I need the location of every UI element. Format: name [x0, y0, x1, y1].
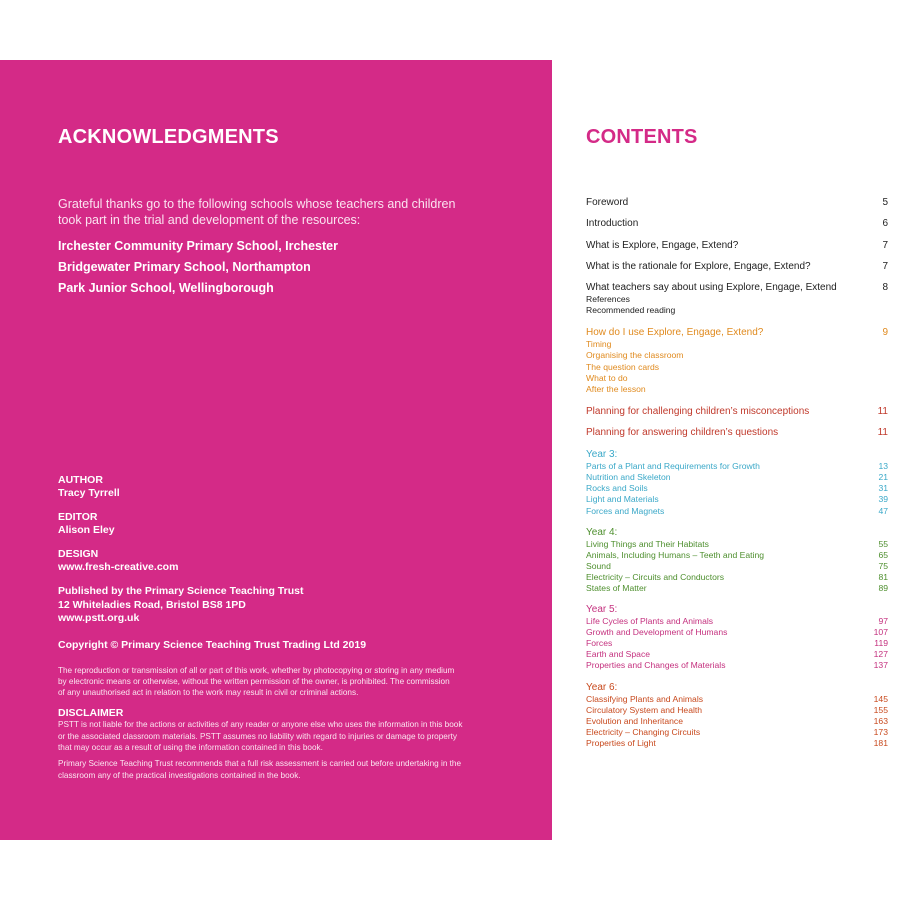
toc-entry-label: Planning for answering children’s questions — [586, 427, 779, 439]
toc-subentry[interactable] — [586, 705, 888, 716]
toc-entry-label: Forces — [586, 638, 613, 649]
toc-subentry[interactable]: Organising the classroom — [586, 350, 684, 361]
toc-page-number: 75 — [878, 560, 888, 571]
toc-page-number: 11 — [877, 427, 888, 439]
toc-entry-label: Electricity – Changing Circuits — [586, 726, 701, 737]
notice-line: classroom any of the practical investigations contained in the book. — [58, 770, 301, 780]
toc-entry-label: Growth and Development of Humans — [586, 627, 728, 638]
author-name: Tracy Tyrrell — [58, 487, 120, 499]
publisher-address: 12 Whiteladies Road, Bristol BS8 1PD — [58, 598, 246, 611]
toc-entry-label: Properties and Changes of Materials — [586, 660, 726, 671]
toc-entry-label: States of Matter — [586, 582, 647, 593]
design-link[interactable]: www.fresh-creative.com — [58, 561, 179, 573]
toc-year-group — [586, 603, 888, 671]
toc-subentry[interactable] — [586, 627, 888, 638]
year-groups — [586, 448, 888, 749]
toc-page-number: 21 — [878, 472, 888, 483]
author-credit — [58, 474, 478, 500]
toc-page-number: 31 — [878, 483, 888, 494]
toc-subentry[interactable] — [586, 727, 888, 738]
toc-page-number: 127 — [873, 649, 888, 660]
toc-entry-label: Introduction — [586, 218, 639, 230]
toc-page-number: 47 — [878, 505, 888, 516]
editor-credit — [58, 511, 478, 537]
toc-page-number: 119 — [874, 638, 888, 649]
toc-page-number: 163 — [873, 715, 888, 726]
reproduction-notice — [58, 665, 478, 699]
toc-entry[interactable] — [586, 217, 888, 230]
table-of-contents — [586, 196, 888, 758]
toc-entry[interactable] — [586, 326, 888, 339]
toc-entry[interactable] — [586, 239, 888, 252]
toc-page-number: 173 — [873, 726, 888, 737]
notice-line: of any unauthorised act in relation to the work may result in civil or criminal actions. — [58, 688, 359, 698]
toc-entry[interactable] — [586, 426, 888, 439]
toc-subentry[interactable]: References — [586, 294, 630, 305]
toc-page-number: 81 — [878, 571, 888, 582]
toc-entry[interactable] — [586, 281, 888, 294]
toc-entry-label: Forces and Magnets — [586, 505, 665, 516]
author-label: AUTHOR — [58, 474, 103, 486]
year-heading: Year 5: — [586, 604, 618, 616]
school-name: Irchester Community Primary School, Irchester — [58, 239, 338, 253]
toc-page-number: 8 — [882, 282, 888, 294]
toc-page-number: 155 — [873, 704, 888, 715]
toc-subentry[interactable] — [586, 494, 888, 505]
toc-page-number: 5 — [882, 197, 888, 208]
toc-subentry[interactable] — [586, 583, 888, 594]
year-heading: Year 4: — [586, 526, 618, 538]
contents-page — [552, 60, 900, 840]
editor-label: EDITOR — [58, 511, 98, 523]
year-heading: Year 3: — [586, 449, 618, 461]
disclaimer-title: DISCLAIMER — [58, 707, 124, 720]
toc-year-group — [586, 526, 888, 594]
year-heading: Year 6: — [586, 681, 618, 693]
toc-subentry[interactable]: After the lesson — [586, 383, 646, 394]
toc-page-number: 97 — [878, 616, 888, 627]
toc-entry-label: Evolution and Inheritance — [586, 715, 683, 726]
toc-subentry[interactable] — [586, 461, 888, 472]
toc-entry-label: Circulatory System and Health — [586, 704, 703, 715]
toc-entry-label: Classifying Plants and Animals — [586, 693, 704, 704]
toc-subentry[interactable]: What to do — [586, 372, 628, 383]
toc-page-number: 107 — [873, 627, 888, 638]
toc-subentry[interactable] — [586, 572, 888, 583]
toc-page-number: 145 — [873, 693, 888, 704]
toc-entry-label: Earth and Space — [586, 649, 651, 660]
notice-line: PSTT is not liable for the actions or activities of any reader or anyone else who uses the information in this book — [58, 720, 463, 730]
toc-entry-label: What teachers say about using Explore, Engage, Extend — [586, 282, 837, 294]
school-name: Park Junior School, Wellingborough — [58, 281, 274, 295]
toc-subentry[interactable]: The question cards — [586, 361, 660, 372]
toc-subentry[interactable] — [586, 649, 888, 660]
toc-entry[interactable] — [586, 260, 888, 273]
toc-page-number: 9 — [882, 327, 888, 339]
toc-entry-label: Planning for challenging children’s misconceptions — [586, 405, 810, 417]
toc-entry-label: Foreword — [586, 197, 629, 208]
acknowledgments-intro: Grateful thanks go to the following schools whose teachers and children took part in the trial and development of the resources: — [58, 197, 456, 227]
notice-line: or the associated classroom materials. PSTT assumes no liability with regard to injuries or damage to property — [58, 731, 457, 741]
toc-subentry[interactable] — [586, 550, 888, 561]
risk-assessment-note — [58, 758, 478, 781]
credits — [58, 474, 478, 781]
publisher-info — [58, 585, 478, 626]
toc-page-number: 13 — [878, 461, 888, 472]
toc-page-number: 65 — [878, 549, 888, 560]
toc-page-number: 6 — [882, 218, 888, 230]
toc-group-teachers — [586, 281, 888, 316]
toc-subentry[interactable] — [586, 539, 888, 550]
toc-entry-label: Electricity – Circuits and Conductors — [586, 571, 725, 582]
toc-entry-label: Animals, Including Humans – Teeth and Eating — [586, 549, 765, 560]
copyright-notice: Copyright © Primary Science Teaching Trust Trading Ltd 2019 — [58, 638, 367, 651]
disclaimer-text — [58, 719, 478, 753]
toc-entry[interactable] — [586, 405, 888, 418]
toc-page-number: 55 — [878, 538, 888, 549]
acknowledgments-title: ACKNOWLEDGMENTS — [58, 126, 279, 148]
school-name: Bridgewater Primary School, Northampton — [58, 260, 311, 274]
toc-entry-label: What is the rationale for Explore, Engage, Extend? — [586, 260, 811, 272]
toc-subentry[interactable] — [586, 472, 888, 483]
toc-subentry[interactable] — [586, 660, 888, 671]
toc-page-number: 181 — [873, 737, 888, 748]
toc-subentry[interactable]: Timing — [586, 339, 612, 350]
notice-line: by electronic means or otherwise, without the written permission of the owner, is prohibited. The commission — [58, 676, 450, 686]
notice-line: that may occur as a result of using the information contained in this book. — [58, 742, 323, 752]
toc-entry-label: Properties of Light — [586, 737, 656, 748]
toc-entry-label: Light and Materials — [586, 494, 659, 505]
toc-entry-label: Nutrition and Skeleton — [586, 472, 671, 483]
design-credit — [58, 548, 478, 574]
toc-page-number: 39 — [878, 494, 888, 505]
toc-entry-label: What is Explore, Engage, Extend? — [586, 239, 739, 251]
notice-line: Primary Science Teaching Trust recommends that a full risk assessment is carried out before undertaking in the — [58, 759, 462, 769]
toc-year-group — [586, 448, 888, 516]
design-label: DESIGN — [58, 548, 99, 560]
acknowledgments-page — [0, 60, 552, 840]
toc-entry-label: Parts of a Plant and Requirements for Growth — [586, 461, 760, 472]
toc-entry[interactable] — [586, 196, 888, 209]
toc-page-number: 11 — [877, 405, 888, 417]
toc-group-howdo — [586, 326, 888, 394]
editor-name: Alison Eley — [58, 524, 115, 536]
toc-entry-label: Life Cycles of Plants and Animals — [586, 616, 714, 627]
publisher-line: Published by the Primary Science Teaching Trust — [58, 585, 304, 597]
toc-entry-label: Living Things and Their Habitats — [586, 538, 709, 549]
toc-page-number: 7 — [882, 239, 888, 251]
toc-subentry[interactable] — [586, 738, 888, 749]
toc-page-number: 7 — [882, 260, 888, 272]
toc-page-number: 89 — [878, 582, 888, 593]
toc-entry-label: Sound — [586, 560, 611, 571]
school-list — [58, 238, 338, 301]
contents-title: CONTENTS — [586, 126, 698, 148]
toc-entry-label: How do I use Explore, Engage, Extend? — [586, 327, 764, 339]
toc-subentry[interactable] — [586, 638, 888, 649]
toc-subentry[interactable]: Recommended reading — [586, 305, 676, 316]
publisher-link[interactable]: www.pstt.org.uk — [58, 612, 140, 624]
toc-year-group — [586, 681, 888, 749]
notice-line: The reproduction or transmission of all or part of this work, whether by photocopying or storing in any medium — [58, 665, 455, 675]
toc-subentry[interactable] — [586, 716, 888, 727]
toc-subentry[interactable] — [586, 561, 888, 572]
toc-subentry[interactable] — [586, 506, 888, 517]
toc-entry-label: Rocks and Soils — [586, 483, 648, 494]
toc-subentry[interactable] — [586, 483, 888, 494]
toc-page-number: 137 — [873, 660, 888, 671]
toc-subentry[interactable] — [586, 694, 888, 705]
toc-subentry[interactable] — [586, 616, 888, 627]
